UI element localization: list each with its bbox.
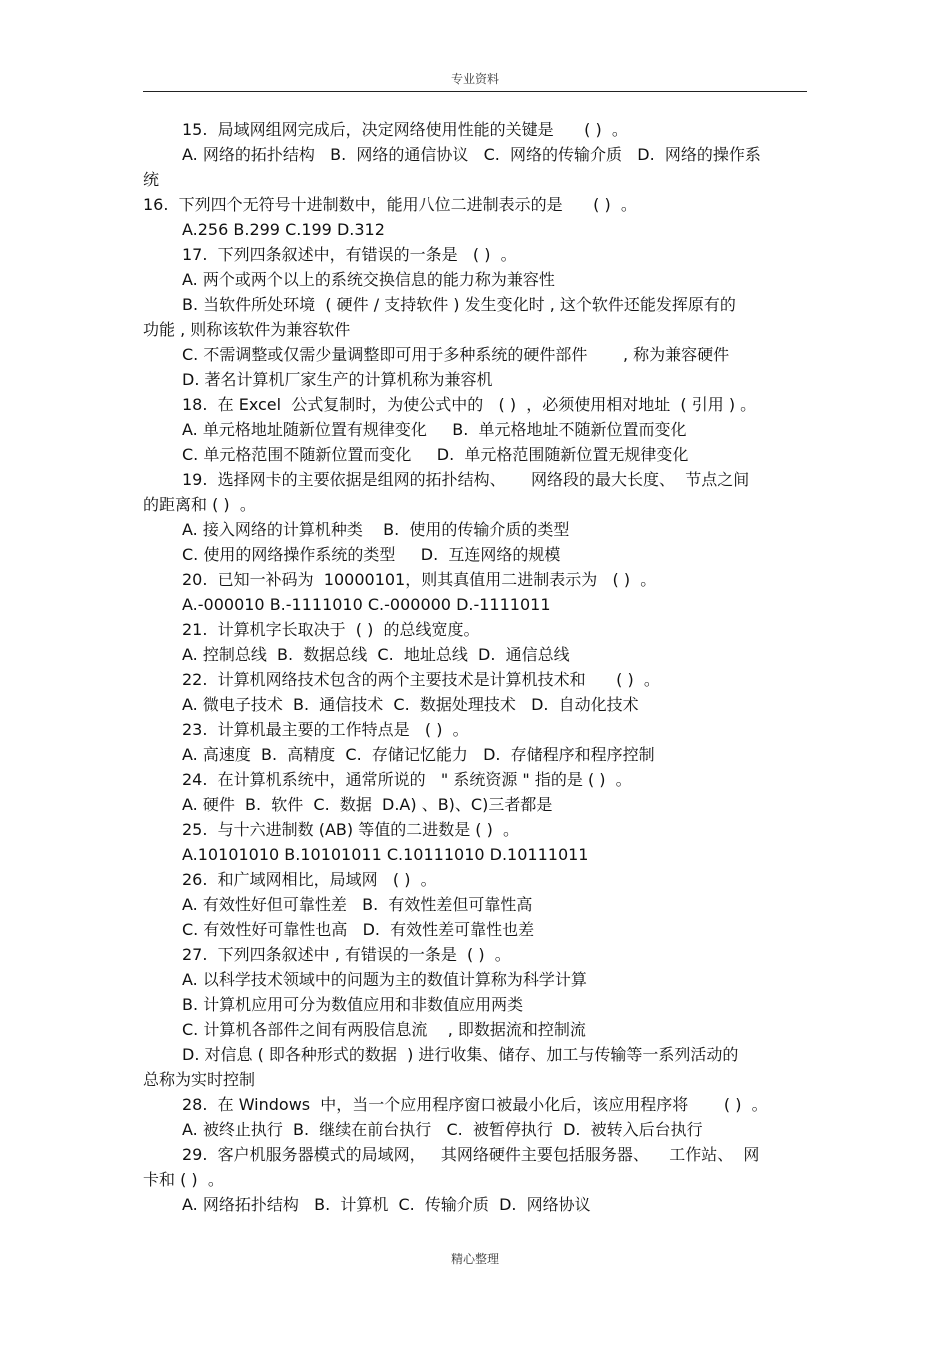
- text-line: 16. 下列四个无符号十进制数中，能用八位二进制表示的是 ( ) 。: [143, 195, 637, 214]
- text-line: 22. 计算机网络技术包含的两个主要技术是计算机技术和 ( ) 。: [182, 670, 660, 689]
- text-line: 25. 与十六进制数 (AB) 等值的二进数是 ( ) 。: [182, 820, 520, 839]
- text-line: A. 接入网络的计算机种类 B. 使用的传输介质的类型: [182, 520, 570, 539]
- text-line: A. 两个或两个以上的系统交换信息的能力称为兼容性: [182, 270, 555, 289]
- text-line: 总称为实时控制: [143, 1070, 256, 1089]
- text-line: 27. 下列四条叙述中 , 有错误的一条是 ( ) 。: [182, 945, 511, 964]
- text-line: 19. 选择网卡的主要依据是组网的拓扑结构、 网络段的最大长度、 节点之间: [182, 470, 750, 489]
- text-line: 29. 客户机服务器模式的局域网， 其网络硬件主要包括服务器、 工作站、 网: [182, 1145, 760, 1164]
- text-line: 20. 已知一补码为 10000101，则其真值用二进制表示为 ( ) 。: [182, 570, 657, 589]
- text-line: A. 网络拓扑结构 B. 计算机 C. 传输介质 D. 网络协议: [182, 1195, 591, 1214]
- text-line: A. 高速度 B. 高精度 C. 存储记忆能力 D. 存储程序和程序控制: [182, 745, 655, 764]
- text-line: B. 当软件所处环境 ( 硬件 / 支持软件 ) 发生变化时 , 这个软件还能发挥原有的: [182, 295, 736, 314]
- text-line: B. 计算机应用可分为数值应用和非数值应用两类: [182, 995, 524, 1014]
- text-line: A. 硬件 B. 软件 C. 数据 D.A) 、B)、C)三者都是: [182, 795, 553, 814]
- text-line: 的距离和 ( ) 。: [143, 495, 256, 514]
- text-line: A.10101010 B.10101011 C.10111010 D.10111011: [182, 845, 589, 864]
- text-line: 24. 在计算机系统中，通常所说的 " 系统资源 " 指的是 ( ) 。: [182, 770, 632, 789]
- text-line: 26. 和广域网相比，局域网 ( ) 。: [182, 870, 437, 889]
- page-header: 专业资料: [450, 72, 499, 86]
- text-line: C. 计算机各部件之间有两股信息流 , 即数据流和控制流: [182, 1020, 586, 1039]
- text-line: A. 以科学技术领域中的问题为主的数值计算称为科学计算: [182, 970, 587, 989]
- text-line: 28. 在 Windows 中，当一个应用程序窗口被最小化后，该应用程序将 ( ) 。: [182, 1095, 768, 1114]
- text-line: A. 微电子技术 B. 通信技术 C. 数据处理技术 D. 自动化技术: [182, 695, 639, 714]
- text-line: C. 有效性好可靠性也高 D. 有效性差可靠性也差: [182, 920, 535, 939]
- text-line: 统: [143, 170, 160, 189]
- text-line: C. 使用的网络操作系统的类型 D. 互连网络的规模: [182, 545, 561, 564]
- text-line: A.256 B.299 C.199 D.312: [182, 220, 385, 239]
- text-line: A. 单元格地址随新位置有规律变化 B. 单元格地址不随新位置而变化: [182, 420, 687, 439]
- text-line: 18. 在 Excel 公式复制时，为使公式中的 ( ) ，必须使用相对地址 ( 引用 ) 。: [182, 395, 757, 414]
- text-line: D. 著名计算机厂家生产的计算机称为兼容机: [182, 370, 493, 389]
- text-line: C. 单元格范围不随新位置而变化 D. 单元格范围随新位置无规律变化: [182, 445, 689, 464]
- text-line: 卡和 ( ) 。: [143, 1170, 224, 1189]
- text-line: 17. 下列四条叙述中，有错误的一条是 ( ) 。: [182, 245, 517, 264]
- text-line: A. 控制总线 B. 数据总线 C. 地址总线 D. 通信总线: [182, 645, 570, 664]
- header-divider: [143, 91, 807, 92]
- text-line: A. 被终止执行 B. 继续在前台执行 C. 被暂停执行 D. 被转入后台执行: [182, 1120, 703, 1139]
- text-line: 21. 计算机字长取决于 ( ) 的总线宽度。: [182, 620, 480, 639]
- text-line: 23. 计算机最主要的工作特点是 ( ) 。: [182, 720, 469, 739]
- text-line: 功能 , 则称该软件为兼容软件: [143, 320, 351, 339]
- document-body: [143, 117, 807, 1217]
- text-line: A. 网络的拓扑结构 B. 网络的通信协议 C. 网络的传输介质 D. 网络的操作系: [182, 145, 761, 164]
- page-footer: 精心整理: [450, 1252, 499, 1266]
- text-line: A.-000010 B.-1111010 C.-000000 D.-1111011: [182, 595, 551, 614]
- text-line: 15. 局域网组网完成后，决定网络使用性能的关键是 ( ) 。: [182, 120, 628, 139]
- text-line: D. 对信息 ( 即各种形式的数据 ) 进行收集、储存、加工与传输等一系列活动的: [182, 1045, 739, 1064]
- text-line: A. 有效性好但可靠性差 B. 有效性差但可靠性高: [182, 895, 533, 914]
- text-line: C. 不需调整或仅需少量调整即可用于多种系统的硬件部件 , 称为兼容硬件: [182, 345, 730, 364]
